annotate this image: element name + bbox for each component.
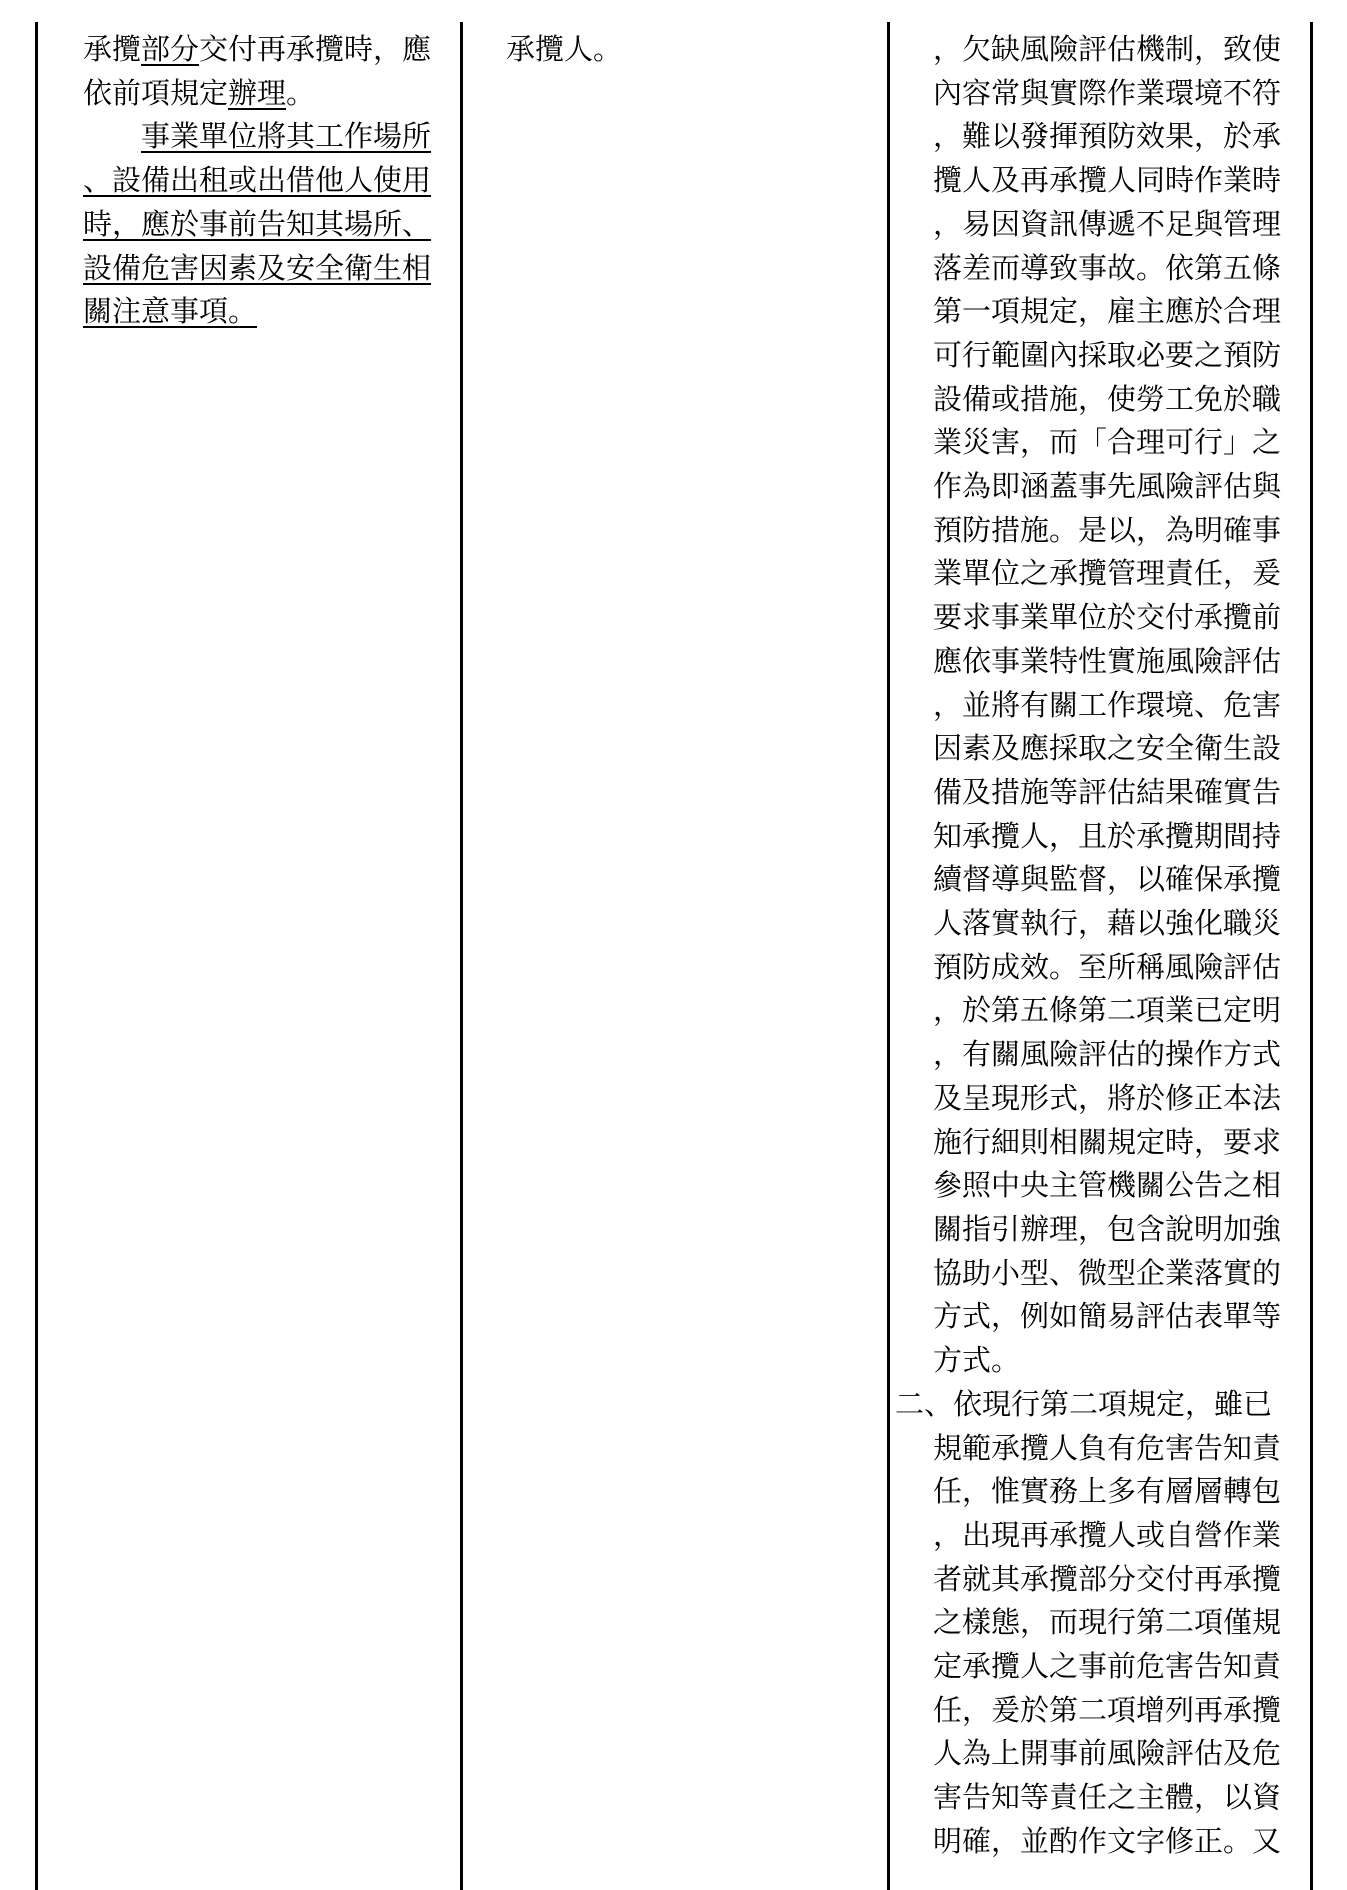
text-segment: 。: [286, 75, 316, 110]
text-line: 業災害，而「合理可行」之: [933, 425, 1282, 460]
text-line: 可行範圍內採取必要之預防: [933, 337, 1282, 372]
text-segment: 依前項規定: [83, 75, 229, 110]
text-line: 落差而導致事故。依第五條: [933, 250, 1282, 285]
table-border-right: [1310, 22, 1313, 1890]
text-line: ，出現再承攬人或自營作業: [933, 1517, 1282, 1552]
text-line: ，有關風險評估的操作方式: [933, 1037, 1282, 1072]
text-line: 協助小型、微型企業落實的: [933, 1255, 1282, 1290]
text-line: 任，爰於第二項增列再承攬: [933, 1692, 1282, 1727]
text-line: 參照中央主管機關公告之相: [933, 1168, 1282, 1203]
text-line: 預防措施。是以，為明確事: [933, 512, 1282, 547]
text-line: ，易因資訊傳遞不足與管理: [933, 206, 1282, 241]
column-divider-1: [460, 22, 463, 1890]
column-amended-text: [83, 28, 453, 334]
underlined-text-line: 關注意事項。: [83, 294, 258, 329]
text-line: 預防成效。至所稱風險評估: [933, 949, 1282, 984]
text-line: 續督導與監督，以確保承攬: [933, 862, 1282, 897]
text-line: [83, 28, 453, 72]
text-line: 內容常與實際作業環境不符: [933, 75, 1282, 110]
underlined-text-line: 事業單位將其工作場所: [141, 119, 432, 154]
text-line: 明確，並酌作文字修正。又: [933, 1823, 1282, 1858]
text-line: 應依事業特性實施風險評估: [933, 643, 1282, 678]
text-line: 攬人及再承攬人同時作業時: [933, 163, 1282, 198]
text-line: 業單位之承攬管理責任，爰: [933, 556, 1282, 591]
text-line: ，於第五條第二項業已定明: [933, 993, 1282, 1028]
text-line: 害告知等責任之主體，以資: [933, 1780, 1282, 1815]
text-line: ，難以發揮預防效果，於承: [933, 119, 1282, 154]
text-line: 方式。: [933, 1343, 1021, 1378]
underlined-text: 辦理: [228, 75, 287, 110]
text-line: 作為即涵蓋事先風險評估與: [933, 469, 1282, 504]
underlined-text-line: 設備危害因素及安全衛生相: [83, 250, 432, 285]
text-line: 之樣態，而現行第二項僅規: [933, 1605, 1282, 1640]
underlined-text: 部分: [141, 32, 200, 66]
text-line: ，並將有關工作環境、危害: [933, 687, 1282, 722]
text-line: ，欠缺風險評估機制，致使: [933, 32, 1282, 66]
text-line: 因素及應採取之安全衛生設: [933, 731, 1282, 766]
text-line: 人落實執行，藉以強化職災: [933, 906, 1282, 941]
text-line: 任，惟實務上多有層層轉包: [933, 1474, 1282, 1509]
underlined-text-line: 時，應於事前告知其場所、: [83, 206, 432, 241]
text-line: 備及措施等評估結果確實告: [933, 774, 1282, 809]
text-line: 人為上開事前風險評估及危: [933, 1736, 1282, 1771]
text-segment: 交付再承攬時，應: [199, 32, 432, 66]
column-divider-2: [887, 22, 890, 1890]
underlined-text-line: 、設備出租或出借他人使用: [83, 163, 432, 198]
table-border-left: [35, 22, 38, 1890]
column-current-text: [506, 28, 876, 72]
text-line: 知承攬人，且於承攬期間持: [933, 818, 1282, 853]
text-line: 施行細則相關規定時，要求: [933, 1124, 1282, 1159]
column-explanation: [895, 28, 1305, 1864]
text-line: 第一項規定，雇主應於合理: [933, 294, 1282, 329]
text-line: 承攬人。: [506, 32, 623, 66]
text-line: 關指引辦理，包含說明加強: [933, 1211, 1282, 1246]
text-line: 方式，例如簡易評估表單等: [933, 1299, 1282, 1334]
text-segment: 承攬: [83, 32, 142, 66]
text-line: 設備或措施，使勞工免於職: [933, 381, 1282, 416]
text-line: 定承攬人之事前危害告知責: [933, 1649, 1282, 1684]
text-line: 規範承攬人負有危害告知責: [933, 1430, 1282, 1465]
item-2-first-line: 二、依現行第二項規定，雖已: [895, 1386, 1273, 1421]
text-line: 者就其承攬部分交付再承攬: [933, 1561, 1282, 1596]
text-line: 及呈現形式，將於修正本法: [933, 1080, 1282, 1115]
text-line: [83, 72, 453, 116]
text-line: 要求事業單位於交付承攬前: [933, 600, 1282, 635]
